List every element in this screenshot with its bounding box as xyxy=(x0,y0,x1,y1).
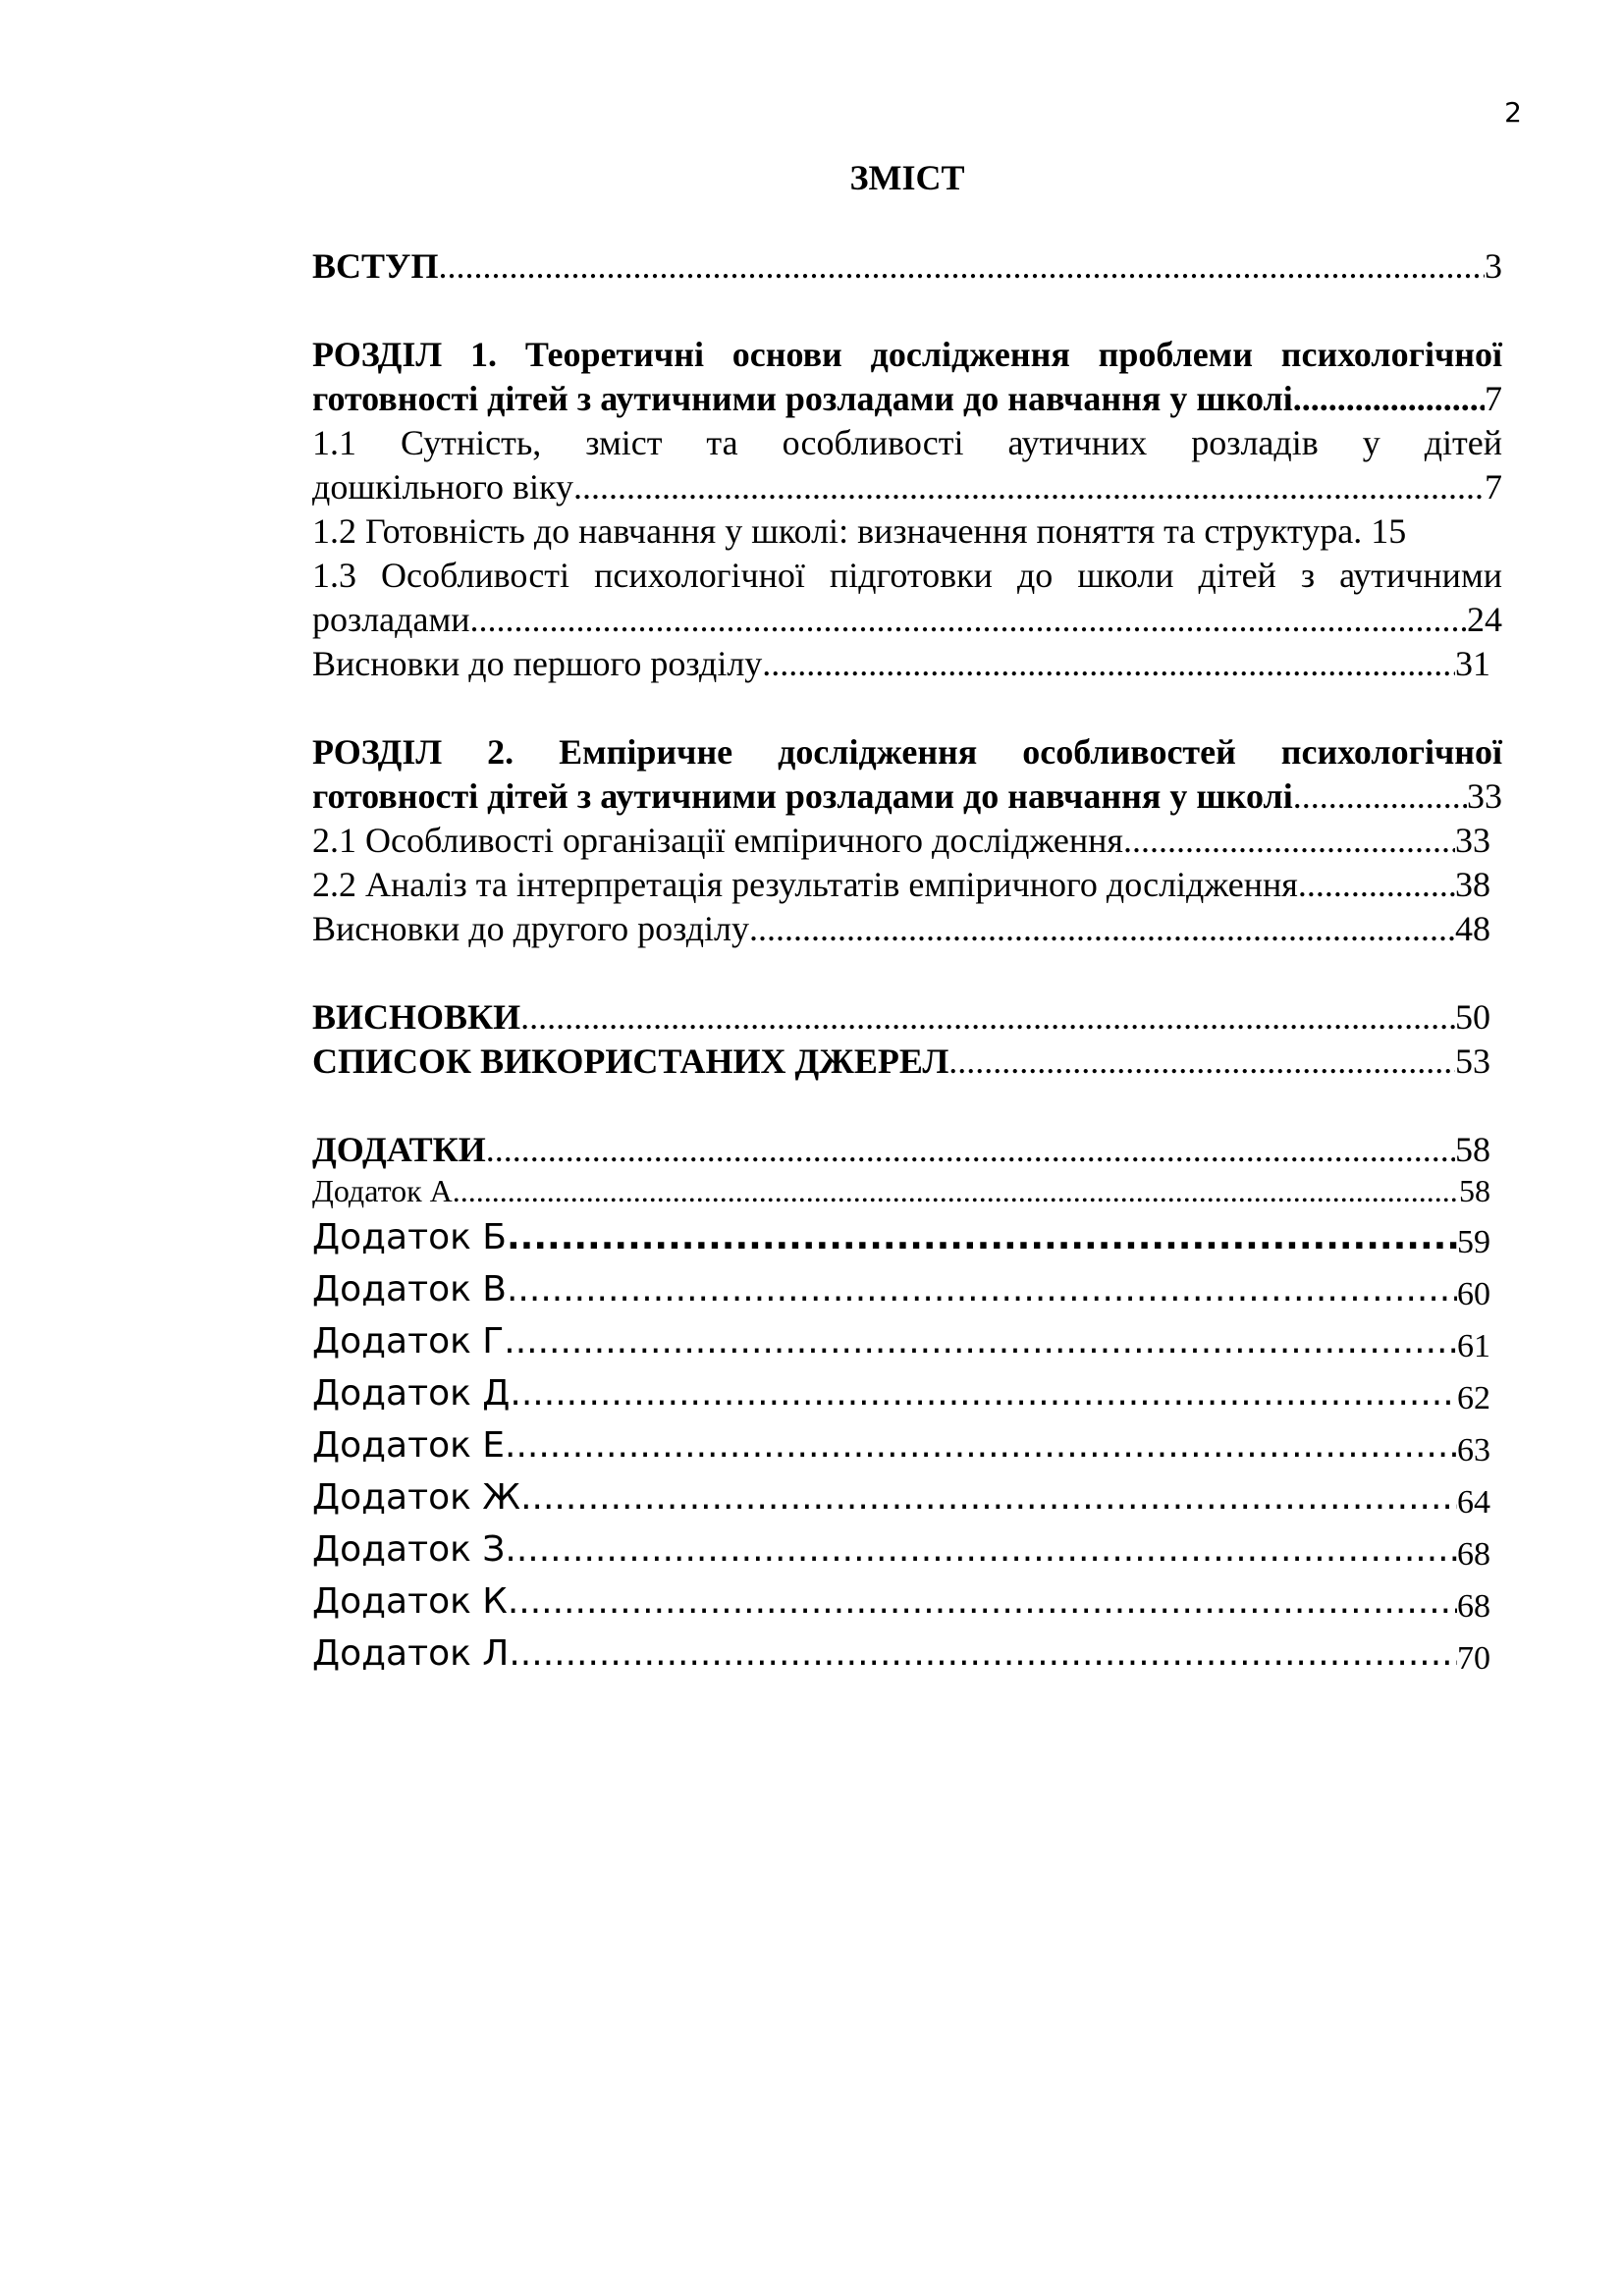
toc-entry-intro[interactable] xyxy=(312,245,1502,287)
toc-entry-page: 60 xyxy=(1457,1276,1490,1309)
leader-dots xyxy=(453,1173,1459,1209)
toc-entry-label: Додаток В xyxy=(312,1269,507,1309)
toc-entry-label: Додаток А xyxy=(312,1173,453,1208)
toc-entry-label: Додаток К xyxy=(312,1581,508,1622)
toc-entry-page: 70 xyxy=(1457,1640,1490,1674)
leader-dots xyxy=(505,1529,1457,1570)
leader-dots xyxy=(762,643,1455,684)
toc-entry-page: 63 xyxy=(1457,1432,1490,1466)
toc-entry-section-1-3[interactable] xyxy=(312,599,1502,640)
toc-entry-appendix-zh[interactable] xyxy=(312,1477,1490,1518)
leader-dots xyxy=(486,1129,1455,1170)
leader-dots xyxy=(1293,775,1467,817)
leader-dots xyxy=(948,1041,1455,1082)
toc-entry-conclusions-2[interactable] xyxy=(312,908,1490,949)
toc-entry-section-1-1[interactable] xyxy=(312,466,1502,507)
toc-entry-section-1-3-line1[interactable]: 1.3 Особливості психологічної підготовки до школи дітей з аутичними xyxy=(312,556,1502,595)
toc-entry-page: 24 xyxy=(1467,600,1502,639)
toc-entry-label: дошкільного віку xyxy=(312,467,574,507)
toc-entry-page: 68 xyxy=(1457,1536,1490,1570)
toc-entry-page: 7 xyxy=(1485,379,1502,418)
leader-dots xyxy=(438,245,1485,287)
toc-entry-page: 38 xyxy=(1455,865,1490,904)
toc-entry-label: Висновки до першого розділу xyxy=(312,644,763,683)
toc-entry-label: розладами xyxy=(312,600,470,639)
toc-entry-label: ДОДАТКИ xyxy=(312,1130,486,1169)
toc-entry-page: 33 xyxy=(1455,821,1490,860)
toc-entry-page: 33 xyxy=(1467,776,1502,816)
toc-entry-references[interactable] xyxy=(312,1041,1490,1082)
toc-entry-section-1-1-line1[interactable]: 1.1 Сутність, зміст та особливості аутичних розладів у дітей xyxy=(312,423,1502,462)
toc-entry-page: 3 xyxy=(1485,246,1502,286)
toc-entry-conclusions-1[interactable] xyxy=(312,643,1490,684)
leader-dots xyxy=(507,1217,1457,1257)
leader-dots xyxy=(470,599,1467,640)
toc-entry-chapter-2[interactable] xyxy=(312,775,1502,817)
leader-dots xyxy=(520,1477,1457,1518)
toc-entry-appendix-e[interactable] xyxy=(312,1425,1490,1466)
toc-entry-conclusions[interactable] xyxy=(312,996,1490,1038)
toc-entry-page: 62 xyxy=(1457,1380,1490,1414)
leader-dots xyxy=(508,1581,1457,1622)
toc-entry-label: Додаток Е xyxy=(312,1425,506,1466)
toc-entry-label: готовності дітей з аутичними розладами до навчання у школі xyxy=(312,776,1293,816)
toc-entry-page: 68 xyxy=(1457,1588,1490,1622)
toc-entry-appendix-l[interactable] xyxy=(312,1633,1490,1674)
toc-entry-label: Додаток Д xyxy=(312,1373,511,1414)
toc-entry-label: Висновки до другого розділу xyxy=(312,909,750,948)
toc-entry-label: ВСТУП xyxy=(312,246,439,286)
toc-entry-section-1-2[interactable] xyxy=(312,510,1502,552)
page-title: ЗМІСТ xyxy=(849,158,965,197)
page-number: 2 xyxy=(1504,96,1522,129)
toc-entry-appendix-g[interactable] xyxy=(312,1321,1490,1362)
toc-entry-page: 58 xyxy=(1459,1173,1490,1208)
toc-entry-label: Додаток Ж xyxy=(312,1477,521,1518)
leader-dots xyxy=(520,996,1455,1038)
toc-entry-page: 50 xyxy=(1455,997,1490,1037)
leader-dots xyxy=(573,466,1485,507)
toc-entry-page: 31 xyxy=(1455,644,1490,683)
toc-entry-page: 64 xyxy=(1457,1484,1490,1518)
toc-entry-page: 61 xyxy=(1457,1328,1490,1362)
toc-entry-appendix-z[interactable] xyxy=(312,1529,1490,1570)
leader-dots xyxy=(507,1269,1457,1309)
toc-entry-label: Додаток Л xyxy=(312,1633,510,1674)
toc-entry-chapter-1[interactable] xyxy=(312,378,1502,419)
leader-dots xyxy=(1293,378,1485,419)
leader-dots xyxy=(504,1321,1457,1362)
toc-entry-chapter-2-line1[interactable]: РОЗДІЛ 2. Емпіричне дослідження особливостей психологічної xyxy=(312,732,1502,772)
leader-dots xyxy=(509,1633,1457,1674)
leader-dots xyxy=(510,1373,1457,1414)
toc-entry-page: 59 xyxy=(1457,1224,1490,1257)
leader-dots xyxy=(1298,864,1455,905)
toc-entry-appendix-v[interactable] xyxy=(312,1269,1490,1309)
toc-entry-section-2-2[interactable] xyxy=(312,864,1490,905)
toc-entry-label: 1.2 Готовність до навчання у школі: визначення поняття та структура. 15 xyxy=(312,511,1407,551)
toc-entry-page: 7 xyxy=(1485,467,1502,507)
toc-entry-label: 2.1 Особливості організації емпіричного дослідження xyxy=(312,821,1123,860)
toc-entry-page: 58 xyxy=(1455,1130,1490,1169)
toc-entry-label: Додаток Б xyxy=(312,1217,507,1257)
toc-entry-appendix-a[interactable] xyxy=(312,1173,1490,1209)
toc-entry-page: 53 xyxy=(1455,1041,1490,1081)
leader-dots xyxy=(1123,820,1455,861)
toc-entry-label: Додаток Г xyxy=(312,1321,505,1362)
toc-entry-appendix-k[interactable] xyxy=(312,1581,1490,1622)
toc-entry-chapter-1-line1[interactable]: РОЗДІЛ 1. Теоретичні основи дослідження проблеми психологічної xyxy=(312,335,1502,374)
toc-entry-label: Додаток З xyxy=(312,1529,506,1570)
toc-entry-page: 48 xyxy=(1455,909,1490,948)
toc-entry-appendix-b[interactable] xyxy=(312,1217,1490,1257)
toc-entry-label: готовності дітей з аутичними розладами до навчання у школі xyxy=(312,379,1293,418)
toc-entry-label: 2.2 Аналіз та інтерпретація результатів емпіричного дослідження xyxy=(312,865,1298,904)
toc-entry-label: СПИСОК ВИКОРИСТАНИХ ДЖЕРЕЛ xyxy=(312,1041,949,1081)
toc-entry-section-2-1[interactable] xyxy=(312,820,1490,861)
toc-entry-appendices[interactable] xyxy=(312,1129,1490,1170)
leader-dots xyxy=(749,908,1455,949)
toc-entry-label: ВИСНОВКИ xyxy=(312,997,521,1037)
leader-dots xyxy=(505,1425,1457,1466)
toc-entry-appendix-d[interactable] xyxy=(312,1373,1490,1414)
